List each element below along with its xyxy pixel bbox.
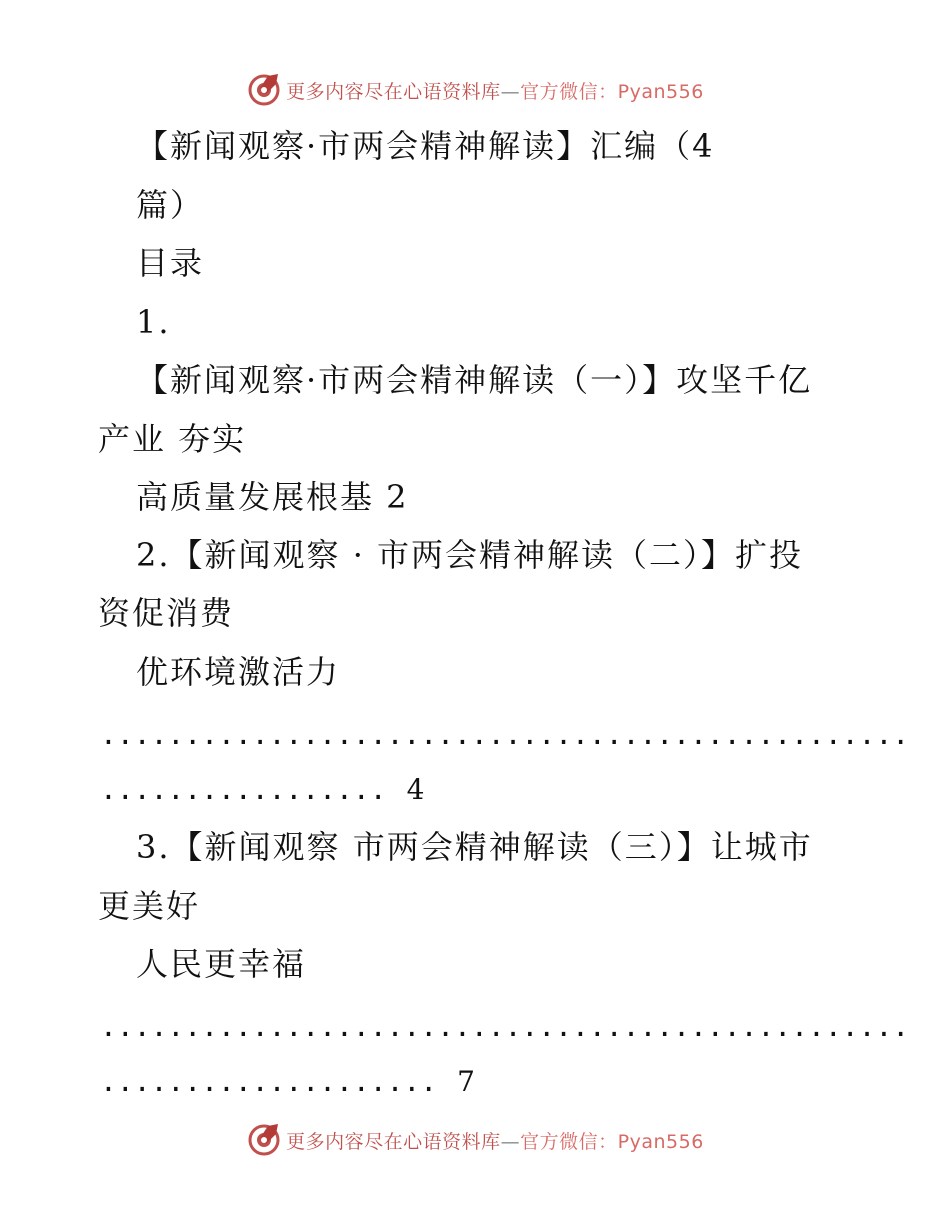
toc-item-1-line-2[interactable]: 产业 夯实	[98, 420, 247, 458]
toc-item-2-line-2[interactable]: 资促消费	[98, 594, 235, 632]
watermark-text: 更多内容尽在心语资料库—官方微信：Pyan556	[286, 1130, 704, 1153]
toc-item-3-line-1[interactable]: 3.【新闻观察 市两会精神解读（三）】让城市	[136, 828, 813, 866]
watermark-header	[0, 70, 950, 110]
watermark-footer	[0, 1120, 950, 1160]
toc-item-2-leader-1: ................................................	[100, 718, 910, 751]
toc-item-2-leader-2: ................. 4	[100, 773, 425, 806]
pen-logo-icon	[246, 72, 282, 108]
toc-item-3-leader-2: .................... 7	[100, 1065, 475, 1098]
document-title-line-1: 【新闻观察·市两会精神解读】汇编（4	[136, 127, 715, 165]
toc-item-1-number: 1.	[136, 303, 171, 341]
toc-item-2-line-1[interactable]: 2.【新闻观察 · 市两会精神解读（二）】扩投	[136, 536, 804, 574]
toc-item-2-line-3[interactable]: 优环境激活力	[136, 653, 341, 691]
toc-item-1-line-1[interactable]: 【新闻观察·市两会精神解读（一）】攻坚千亿	[136, 361, 813, 399]
toc-heading: 目录	[136, 244, 205, 282]
document-title-line-2: 篇）	[136, 186, 205, 224]
watermark-text: 更多内容尽在心语资料库—官方微信：Pyan556	[286, 80, 704, 103]
toc-item-3-page: 7	[457, 1065, 475, 1098]
toc-item-1-line-3[interactable]: 高质量发展根基 2	[136, 478, 409, 516]
toc-item-3-leader-1: ................................................	[100, 1010, 910, 1043]
toc-item-3-line-3[interactable]: 人民更幸福	[136, 945, 307, 983]
toc-item-3-line-2[interactable]: 更美好	[98, 887, 201, 925]
toc-item-2-page: 4	[406, 773, 425, 806]
pen-logo-icon	[246, 1122, 282, 1158]
